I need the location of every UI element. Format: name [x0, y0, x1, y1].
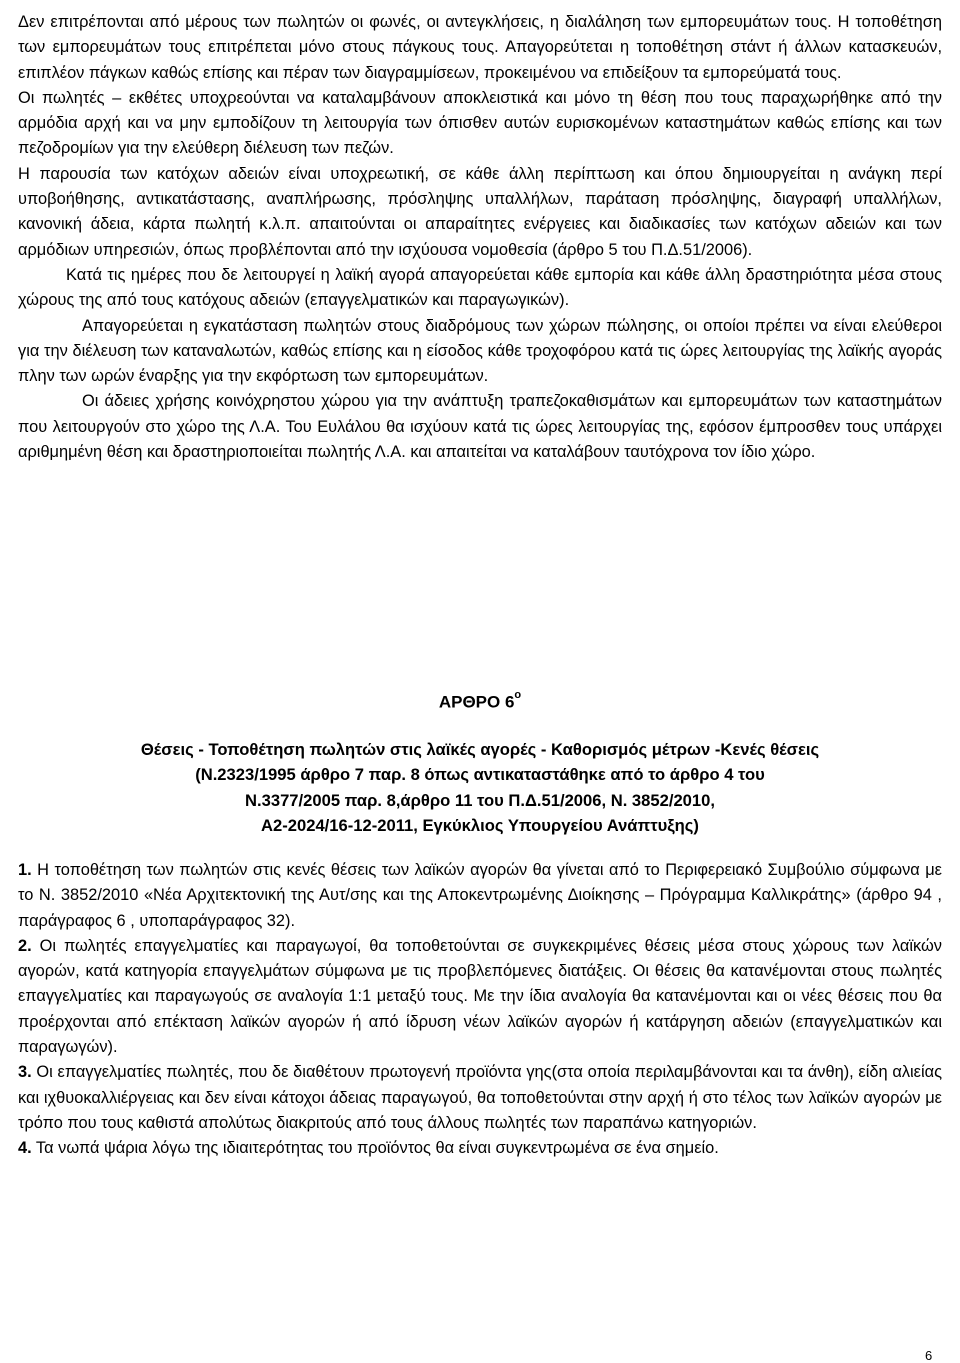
article-superscript: ο [514, 689, 522, 701]
article-heading [0, 686, 960, 715]
paragraph: Κατά τις ημέρες που δε λειτουργεί η λαϊκή αγορά απαγορεύεται κάθε εμπορία και κάθε άλλη δραστηριότητα μέσα στους χώρους της από τους κατόχους αδειών (επαγγελματικών και παραγωγικών). [18, 265, 942, 310]
section-number: 4. [18, 1139, 32, 1158]
body-text [18, 10, 942, 465]
paragraph: Δεν επιτρέπονται από μέρους των πωλητών οι φωνές, οι αντεγκλήσεις, η διαλάληση των εμπορευμάτων τους. Η τοποθέτηση των εμπορευμάτων τους επιτρέπεται μόνο στους πάγκους τους. Απαγορεύτεται η τοποθέτηση στάντ ή άλλων κατασκευών, επιπλέον πάγκων καθώς επίσης και πέραν των διαγραμμίσεων, προκειμένου να επιδείξουν τα εμπορεύματά τους. [18, 13, 942, 82]
section-number: 2. [18, 936, 32, 955]
article-label: ΑΡΘΡΟ 6 [438, 692, 515, 712]
article-title-line: Ν.3377/2005 παρ. 8,άρθρο 11 του Π.Δ.51/2006, Ν. 3852/2010, [245, 790, 715, 810]
page-number: 6 [925, 1348, 933, 1363]
article-title [18, 737, 942, 839]
section-number: 1. [18, 861, 32, 879]
section-text: Η τοποθέτηση των πωλητών στις κενές θέσεις των λαϊκών αγορών θα γίνεται από το Περιφερειακό Συμβούλιο σύμφωνα με το Ν. 3852/2010 «Νέα Αρχιτεκτονική της Αυτ/σης και της Αποκεντρωμένης Διοίκησης – Πρόγραμμα Καλλικράτης» (άρθρο 94 , παράγραφος 6 , υποπαράγραφος 32). [18, 861, 942, 930]
paragraph: Απαγορεύεται η εγκατάσταση πωλητών στους διαδρόμους των χώρων πώλησης, οι οποίοι πρέπει να είναι ελεύθεροι για την διέλευση των καταναλωτών, καθώς επίσης και η είσοδος κάθε τροχοφόρου κατά τις ώρες λειτουργίας της λαϊκής αγοράς πλην των ωρών έναρξης για την εκφόρτωση των εμπορευμάτων. [18, 316, 942, 386]
paragraph: Οι πωλητές – εκθέτες υποχρεούνται να καταλαμβάνουν αποκλειστικά και μόνο τη θέση που τους παραχωρήθηκε από την αρμόδια αρχή και να μην εμποδίζουν τη λειτουργία των όπισθεν αυτών ευρισκομένων καταστημάτων καθώς επίσης και των πεζοδρομίων για την ελεύθερη διέλευση των πεζών. [18, 88, 942, 158]
article-title-line: Α2-2024/16-12-2011, Εγκύκλιος Υπουργείου Ανάπτυξης) [261, 816, 699, 836]
section-text: Τα νωπά ψάρια λόγω της ιδιαιτερότητας του προϊόντος θα είναι συγκεντρωμένα σε ένα σημείο. [31, 1139, 719, 1158]
article-sections [18, 858, 942, 1162]
article-title-line: Θέσεις - Τοποθέτηση πωλητών στις λαϊκές αγορές - Καθορισμός μέτρων -Κενές θέσεις [140, 740, 820, 759]
section-number: 3. [18, 1063, 32, 1082]
section-text: Οι πωλητές επαγγελματίες και παραγωγοί, θα τοποθετούνται σε συγκεκριμένες θέσεις μέσα στους χώρους των λαϊκών αγορών, κατά κατηγορία επαγγελμάτων σύμφωνα με τις προβλεπόμενες διατάξεις. Οι θέσεις θα κατανέμονται στους πωλητές επαγγελματίες και παραγωγούς σε αναλογία 1:1 μεταξύ τους. Με την ίδια αναλογία θα κατανέμονται και οι νέες θέσεις που θα προέρχονται από επέκταση λαϊκών αγορών ή από ίδρυση νέων λαϊκών αγορών ή κατάργηση αδειών (επαγγελματικών και παραγωγών). [18, 936, 942, 1057]
paragraph: Η παρουσία των κατόχων αδειών είναι υποχρεωτική, σε κάθε άλλη περίπτωση και όπου δημιουργείται η ανάγκη περί υποβοήθησης, αντικατάστασης, αναπλήρωσης, πρόσληψης υπαλλήλων, παράταση πρόσληψης, διαγραφή υπαλλήλων, κανονική άδεια, κάρτα πωλητή κ.λ.π. απαιτούνται οι απαραίτητες ενέργειες και διαδικασίες των κατόχων αδειών και των αρμόδιων υπηρεσιών, όπως προβλέπονται από την ισχύουσα νομοθεσία (άρθρο 5 του Π.Δ.51/2006). [18, 164, 942, 259]
section-text: Οι επαγγελματίες πωλητές, που δε διαθέτουν πρωτογενή προϊόντα γης(στα οποία περιλαμβάνονται και τα άνθη), είδη αλιείας και ιχθυοκαλλιέργειας και δεν είναι κάτοχοι άδειας παραγωγού, θα τοποθετούνται στην αρχή ή στο τέλος των λαϊκών αγορών με τρόπο που τους καθιστά απολύτως διακριτούς από τους άλλους πωλητές των παραπάνω κατηγοριών. [18, 1063, 942, 1132]
article-title-line: (Ν.2323/1995 άρθρο 7 παρ. 8 όπως αντικαταστάθηκε από το άρθρο 4 του [195, 765, 765, 785]
paragraph: Οι άδειες χρήσης κοινόχρηστου χώρου για την ανάπτυξη τραπεζοκαθισμάτων και εμπορευμάτων των καταστημάτων που λειτουργούν στο χώρο της Λ.Α. Του Ευλάλου θα ισχύουν κατά τις ώρες λειτουργίας της, εφόσον έμπροσθεν τους υπάρχει αριθμημένη θέση και δραστηριοποιείται πωλητής Λ.Α. και απαιτείται να καταλάβουν ταυτόχρονα τον ίδιο χώρο. [18, 392, 942, 462]
